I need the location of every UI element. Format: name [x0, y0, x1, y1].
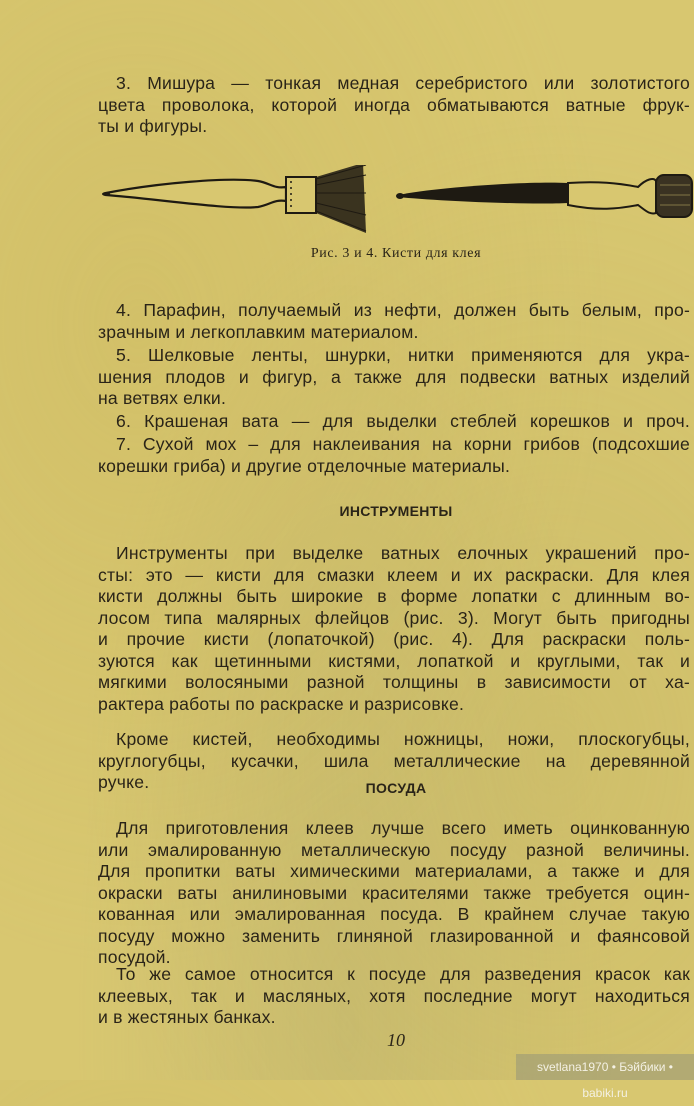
text-line: 7. Сухой мох – для наклеивания на корни грибов (подсохшие — [116, 434, 690, 454]
figure-caption: Рис. 3 и 4. Кисти для клея — [310, 246, 482, 261]
text-line: То же самое относится к посуде для разведения красок как — [116, 964, 690, 984]
paragraph-item-3 — [98, 73, 690, 138]
text-line: мягкими волосяными разной толщины в зависимости от ха- — [98, 672, 690, 692]
text-line: и в жестяных банках. — [98, 1007, 276, 1027]
text-line: зрачным и легкоплавким материалом. — [98, 321, 419, 342]
text-line: и прочие кисти (лопаточкой) (рис. 4). Для раскраски поль- — [98, 629, 690, 649]
flat-brush-icon — [98, 165, 694, 235]
text-line: 6. Крашеная вата — для выделки стеблей корешков и проч. — [116, 411, 690, 431]
page-number: 10 — [387, 1030, 405, 1050]
text-line: 5. Шелковые ленты, шнурки, нитки применяются для укра- — [116, 345, 690, 365]
text-line: корешки гриба) и другие отделочные материалы. — [98, 455, 511, 476]
text-line: цвета проволока, которой иногда обматываются ватные фрук- — [98, 94, 690, 115]
text-line: Инструменты при выделке ватных елочных украшений про- — [116, 543, 690, 563]
text-line: лосом типа малярных флейцов (рис. 3). Могут быть пригодны — [98, 607, 690, 628]
text-line: рактера работы по раскраске и разрисовке. — [98, 693, 465, 714]
text-line: окраски ваты анилиновыми красителями также требуется оцин- — [98, 882, 690, 903]
text-line: шения плодов и фигур, а также для подвески ватных изделий — [98, 366, 690, 387]
watermark: svetlana1970 • Бэйбики • babiki.ru — [516, 1054, 694, 1080]
text-line: сты: это — кисти для смазки клеем и их раскраски. Для клея — [98, 564, 690, 585]
text-line: Кроме кистей, необходимы ножницы, ножи, плоскогубцы, — [116, 729, 690, 749]
text-line: Для приготовления клеев лучше всего иметь оцинкованную — [116, 818, 690, 838]
paragraph-item-4 — [98, 300, 690, 343]
section-heading-dishes: ПОСУДА — [365, 780, 427, 796]
text-line: посуду можно заменить глиняной глазированной и фаянсовой — [98, 925, 690, 946]
text-line: 3. Мишура — тонкая медная серебристого или золотистого — [116, 73, 690, 93]
text-line: кисти должны быть широкие в форме лопатки с длинным во- — [98, 586, 690, 606]
text-line: Для пропитки ваты химическими материалами, а также и для — [98, 861, 690, 881]
paragraph-instruments-1 — [98, 543, 690, 715]
section-heading-instruments: ИНСТРУМЕНТЫ — [339, 503, 453, 519]
brushes-figure — [98, 165, 694, 235]
paragraph-dishes-1 — [98, 818, 690, 969]
paragraph-item-7 — [98, 434, 690, 477]
text-line: зуются как щетинными кистями, лопаткой и круглыми, так и — [98, 650, 690, 671]
text-line: клеевых, так и масляных, хотя последние могут находиться — [98, 985, 690, 1006]
text-line: на ветвях елки. — [98, 388, 227, 408]
text-line: кованная или эмалированная посуда. В крайнем случае такую — [98, 904, 690, 924]
paragraph-item-6 — [98, 411, 690, 433]
paragraph-dishes-2 — [98, 964, 690, 1029]
paragraph-item-5 — [98, 345, 690, 410]
text-line: или эмалированную металлическую посуду разной величины. — [98, 839, 690, 860]
text-line: ты и фигуры. — [98, 116, 208, 136]
text-line: 4. Парафин, получаемый из нефти, должен быть белым, про- — [116, 300, 690, 320]
text-line: ручке. — [98, 772, 150, 792]
text-line: посудой. — [98, 947, 171, 967]
text-line: круглогубцы, кусачки, шила металлические на деревянной — [98, 750, 690, 771]
